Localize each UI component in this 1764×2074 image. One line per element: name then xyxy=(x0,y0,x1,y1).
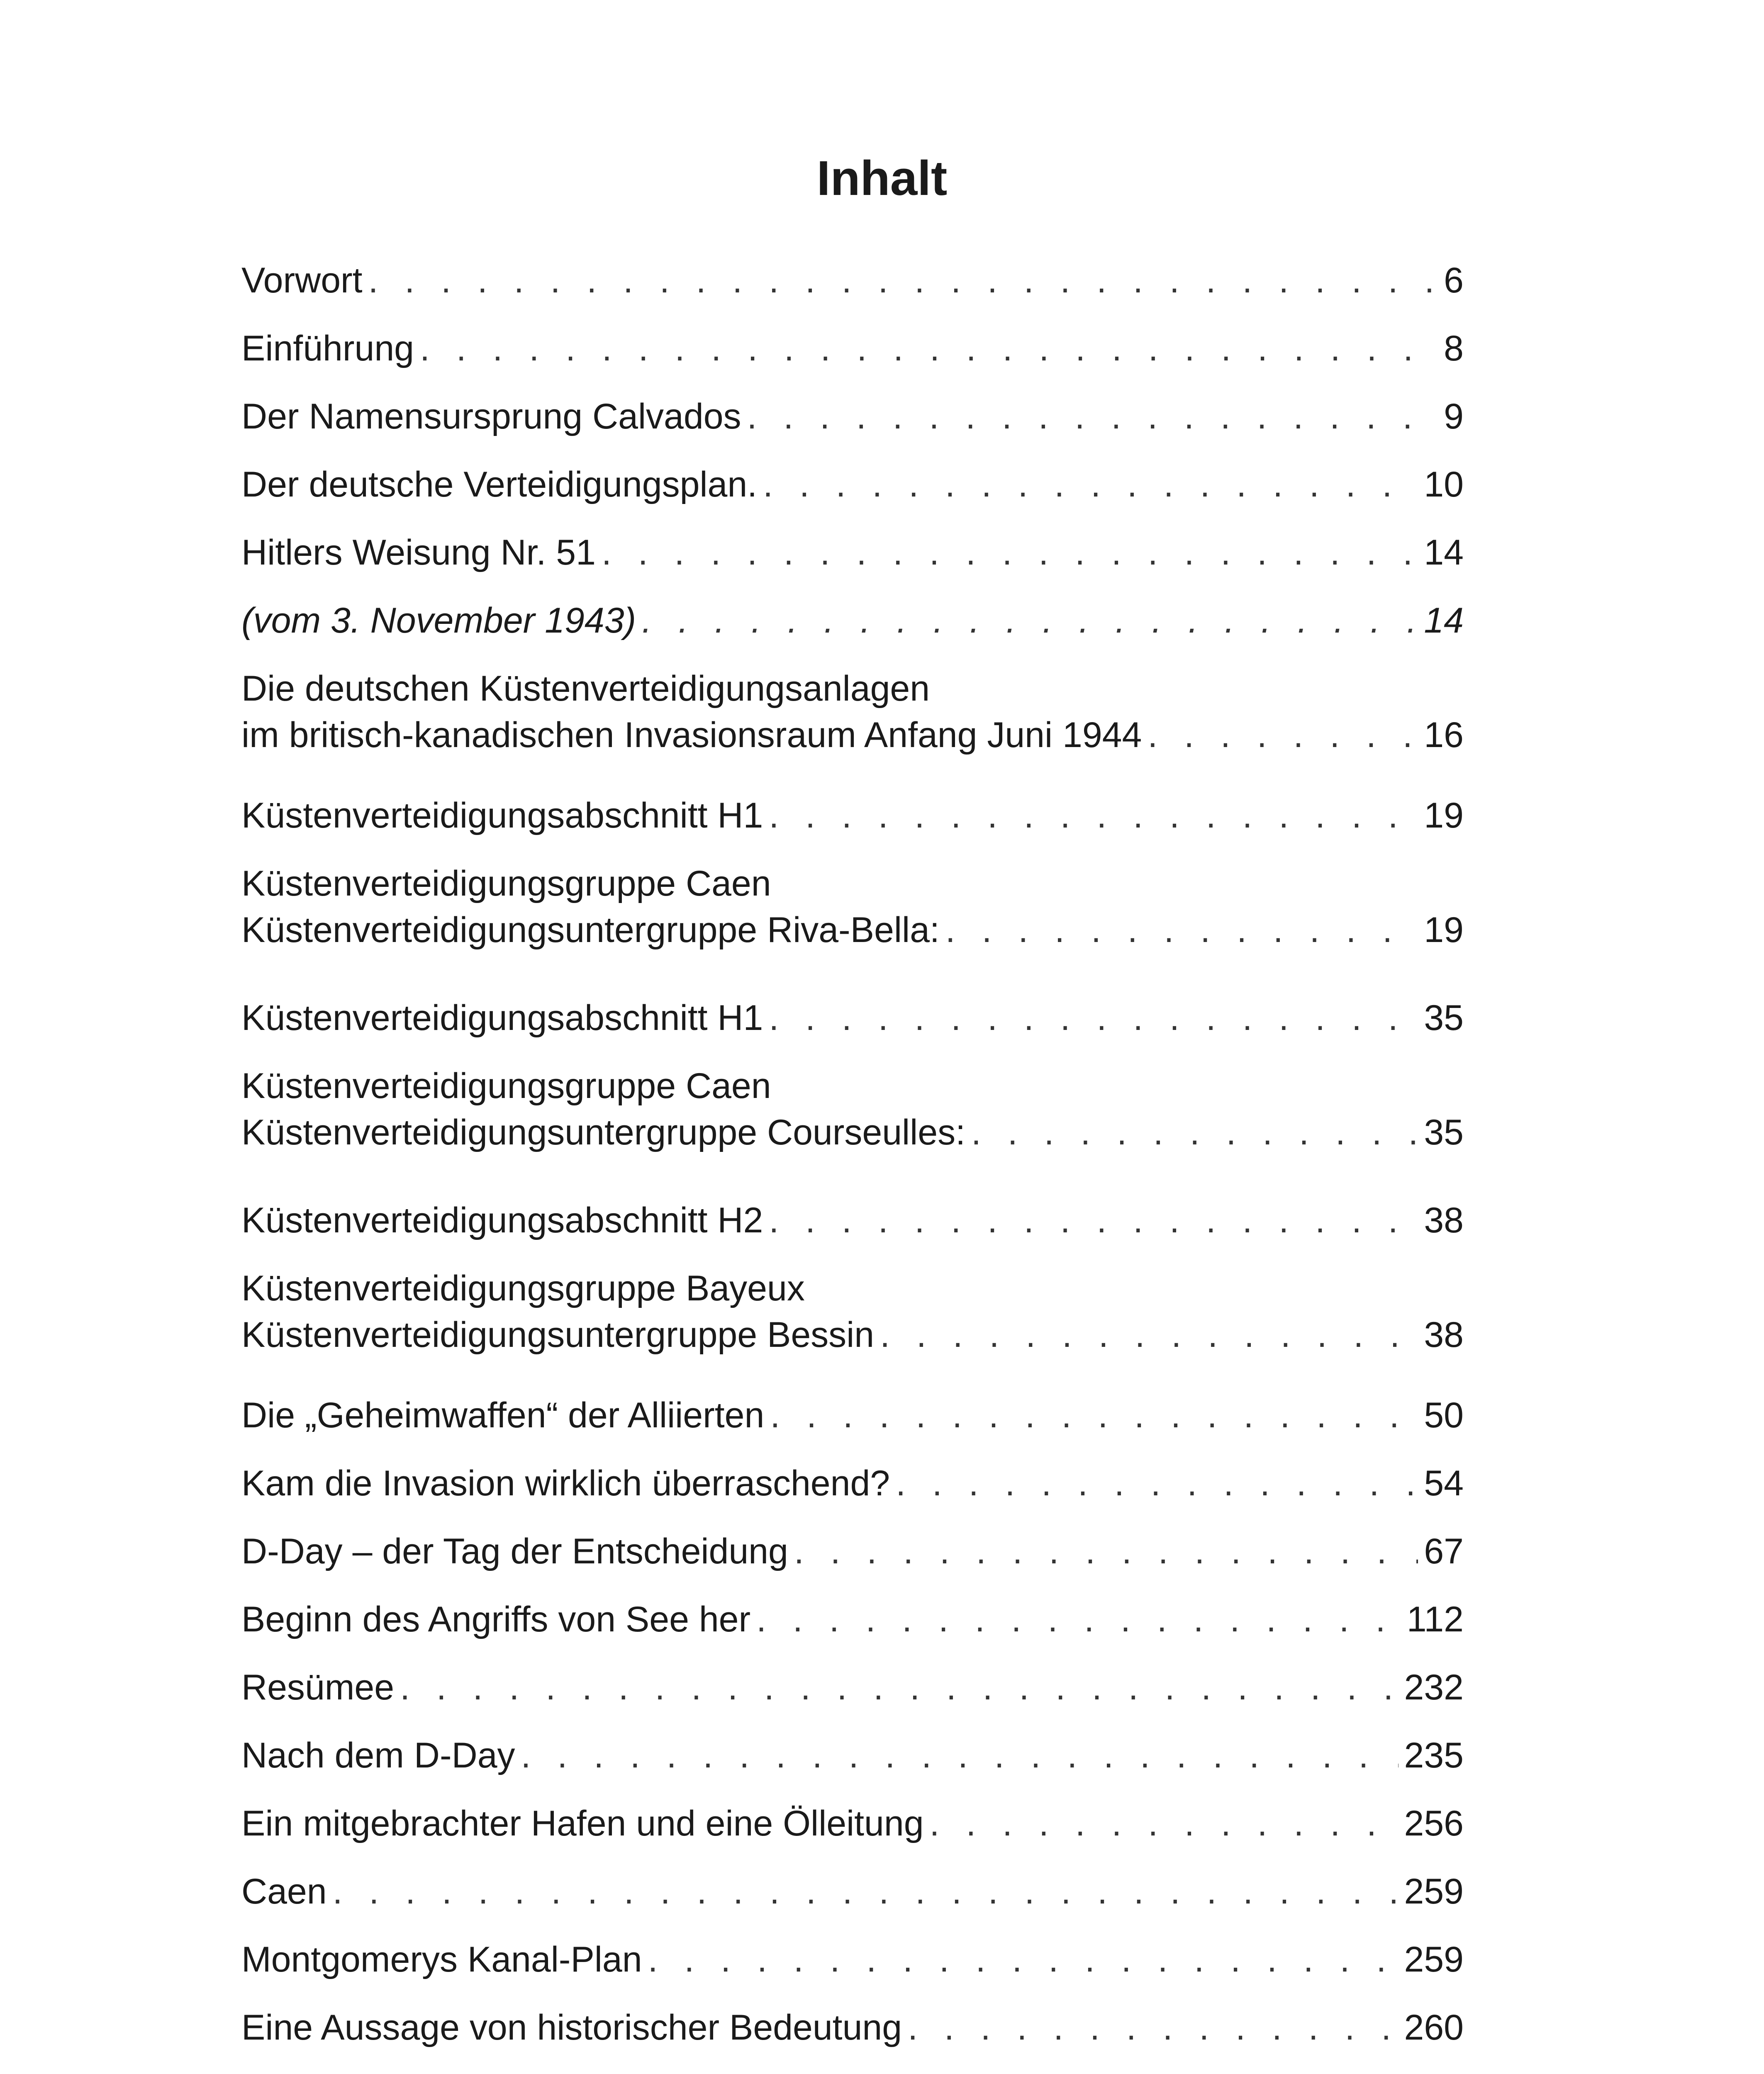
toc-page-number: 112 xyxy=(1406,1599,1464,1639)
dot-leader xyxy=(770,1392,1418,1439)
toc-entry-title: Hitlers Weisung Nr. 51 xyxy=(241,533,596,572)
toc-page-number: 259 xyxy=(1404,1872,1464,1911)
toc-entry-row xyxy=(241,1732,1464,1779)
toc-page-number: 35 xyxy=(1424,1112,1464,1152)
dot-leader xyxy=(420,325,1438,372)
toc-entry xyxy=(241,529,1464,576)
toc-entry xyxy=(241,1596,1464,1643)
toc-entry xyxy=(241,1197,1464,1244)
toc-page-number: 260 xyxy=(1404,2008,1464,2047)
toc-entry-title-line: Küstenverteidigungsgruppe Bayeux xyxy=(241,1268,805,1308)
toc-entry xyxy=(241,257,1464,304)
toc-entry xyxy=(241,1528,1464,1575)
toc-entry xyxy=(241,995,1464,1041)
toc-entry-title: (vom 3. November 1943) xyxy=(241,601,636,640)
toc-entry-title: Nach dem D-Day xyxy=(241,1736,515,1775)
toc-entry-title: Der Namensursprung Calvados xyxy=(241,397,741,436)
dot-leader xyxy=(794,1528,1418,1575)
toc-entry-row xyxy=(241,393,1464,440)
toc-entry-row xyxy=(241,1312,1464,1358)
dot-leader xyxy=(368,257,1438,304)
toc-entry-row xyxy=(241,1664,1464,1711)
toc-entry-title: Resümee xyxy=(241,1667,395,1707)
toc-entry-row xyxy=(241,1109,1464,1156)
toc-page-number: 38 xyxy=(1424,1315,1464,1355)
toc-entry-title: Kam die Invasion wirklich überraschend? xyxy=(241,1463,890,1503)
toc-entry xyxy=(241,1936,1464,1983)
dot-leader xyxy=(945,907,1418,953)
dot-leader xyxy=(896,1460,1418,1507)
toc-entry-title: Eine Aussage von historischer Bedeutung xyxy=(241,2008,902,2047)
dot-leader xyxy=(763,461,1418,508)
toc-page-number: 67 xyxy=(1424,1531,1464,1571)
toc-entry-title: Küstenverteidigungsabschnitt H1 xyxy=(241,796,763,835)
toc-page-number: 54 xyxy=(1424,1463,1464,1503)
toc-entry-title-line: Küstenverteidigungsgruppe Caen xyxy=(241,864,771,903)
toc-entry xyxy=(241,393,1464,440)
toc-entry-row xyxy=(241,529,1464,576)
toc-entry xyxy=(241,1392,1464,1439)
toc-entry-row xyxy=(241,2004,1464,2051)
toc-entry xyxy=(241,1265,1464,1358)
toc-entry xyxy=(241,1800,1464,1847)
toc-entry-title: Küstenverteidigungsabschnitt H2 xyxy=(241,1200,763,1240)
toc-page-number: 19 xyxy=(1424,796,1464,835)
toc-entry-row xyxy=(241,1868,1464,1915)
toc-entry-row xyxy=(241,1392,1464,1439)
toc-page-number: 35 xyxy=(1424,998,1464,1038)
dot-leader xyxy=(880,1312,1418,1358)
toc-entry xyxy=(241,1460,1464,1507)
dot-leader xyxy=(602,529,1418,576)
toc-entry-title: Küstenverteidigungsuntergruppe Courseulles: xyxy=(241,1112,965,1152)
dot-leader xyxy=(769,792,1418,839)
toc-entry-row xyxy=(241,1596,1464,1643)
toc-entry-title: D-Day – der Tag der Entscheidung xyxy=(241,1531,788,1571)
toc-page-number: 235 xyxy=(1404,1736,1464,1775)
toc-entry-title: Ein mitgebrachter Hafen und eine Ölleitung xyxy=(241,1804,924,1843)
toc-entry-title: Küstenverteidigungsuntergruppe Bessin xyxy=(241,1315,875,1355)
toc-page-number: 10 xyxy=(1424,465,1464,504)
toc-entry-row xyxy=(241,597,1464,644)
toc-entry-row xyxy=(241,907,1464,953)
toc-entry xyxy=(241,597,1464,644)
toc-entry-title: Die „Geheimwaffen“ der Alliierten xyxy=(241,1395,765,1435)
dot-leader xyxy=(1148,712,1418,758)
toc-page-number: 232 xyxy=(1404,1667,1464,1707)
toc-entry xyxy=(241,461,1464,508)
toc-entry-title: Vorwort xyxy=(241,260,363,300)
toc-entry-title xyxy=(241,2072,543,2074)
toc-page-number: 6 xyxy=(1444,260,1464,300)
toc-entry-row xyxy=(241,257,1464,304)
toc-page-number: 14 xyxy=(1424,601,1464,640)
toc-entry-row xyxy=(241,1528,1464,1575)
dot-leader xyxy=(642,597,1418,644)
toc-page-number: 14 xyxy=(1424,533,1464,572)
toc-entry-row xyxy=(241,792,1464,839)
toc-entry xyxy=(241,1868,1464,1915)
toc-entry xyxy=(241,1063,1464,1156)
dot-leader xyxy=(521,1732,1399,1779)
toc-page-number: 50 xyxy=(1424,1395,1464,1435)
page-title: Inhalt xyxy=(816,151,948,206)
toc-entry-title: Einführung xyxy=(241,329,414,368)
toc-page-number: 9 xyxy=(1444,397,1464,436)
toc-entry xyxy=(241,792,1464,839)
dot-leader xyxy=(400,1664,1398,1711)
dot-leader xyxy=(908,2004,1398,2051)
dot-leader xyxy=(549,2072,1399,2074)
toc-entry-row xyxy=(241,1936,1464,1983)
toc-entry-row xyxy=(241,461,1464,508)
toc-entry-title: im britisch-kanadischen Invasionsraum Anfang Juni 1944 xyxy=(241,715,1142,755)
dot-leader xyxy=(769,995,1418,1041)
toc-entry xyxy=(241,325,1464,372)
toc-entry-row xyxy=(241,2072,1464,2074)
toc-entry-row xyxy=(241,995,1464,1041)
toc-entry-row xyxy=(241,1800,1464,1847)
toc-entry xyxy=(241,2004,1464,2051)
toc-page-number: 256 xyxy=(1404,1804,1464,1843)
dot-leader xyxy=(333,1868,1399,1915)
toc-page-number: 16 xyxy=(1424,715,1464,755)
dot-leader xyxy=(747,393,1438,440)
toc-page-number: 38 xyxy=(1424,1200,1464,1240)
dot-leader xyxy=(971,1109,1418,1156)
toc-page-number: 259 xyxy=(1404,1940,1464,1979)
toc-entry-title: Küstenverteidigungsabschnitt H1 xyxy=(241,998,763,1038)
toc-page-number: 19 xyxy=(1424,910,1464,950)
toc-entry-row xyxy=(241,1197,1464,1244)
toc-entry xyxy=(241,860,1464,953)
toc-entry-title: Montgomerys Kanal-Plan xyxy=(241,1940,642,1979)
toc-entry-title: Caen xyxy=(241,1872,327,1911)
dot-leader xyxy=(930,1800,1399,1847)
toc-page-number: 8 xyxy=(1444,329,1464,368)
dot-leader xyxy=(648,1936,1399,1983)
toc-entry-title: Beginn des Angriffs von See her xyxy=(241,1599,751,1639)
toc-entry xyxy=(241,2072,1464,2074)
toc-entry-title-line: Die deutschen Küstenverteidigungsanlagen xyxy=(241,669,930,708)
toc-entry-title-line: Küstenverteidigungsgruppe Caen xyxy=(241,1066,771,1106)
dot-leader xyxy=(769,1197,1418,1244)
toc-entry-row xyxy=(241,712,1464,758)
toc-entry xyxy=(241,1664,1464,1711)
toc-entry xyxy=(241,665,1464,758)
dot-leader xyxy=(756,1596,1401,1643)
toc-entry-title: Der deutsche Verteidigungsplan. xyxy=(241,465,758,504)
toc-entry-title: Küstenverteidigungsuntergruppe Riva-Bella: xyxy=(241,910,940,950)
toc-entry-row xyxy=(241,325,1464,372)
toc-entry xyxy=(241,1732,1464,1779)
toc-entry-row xyxy=(241,1460,1464,1507)
toc-page-number xyxy=(1404,2072,1464,2074)
